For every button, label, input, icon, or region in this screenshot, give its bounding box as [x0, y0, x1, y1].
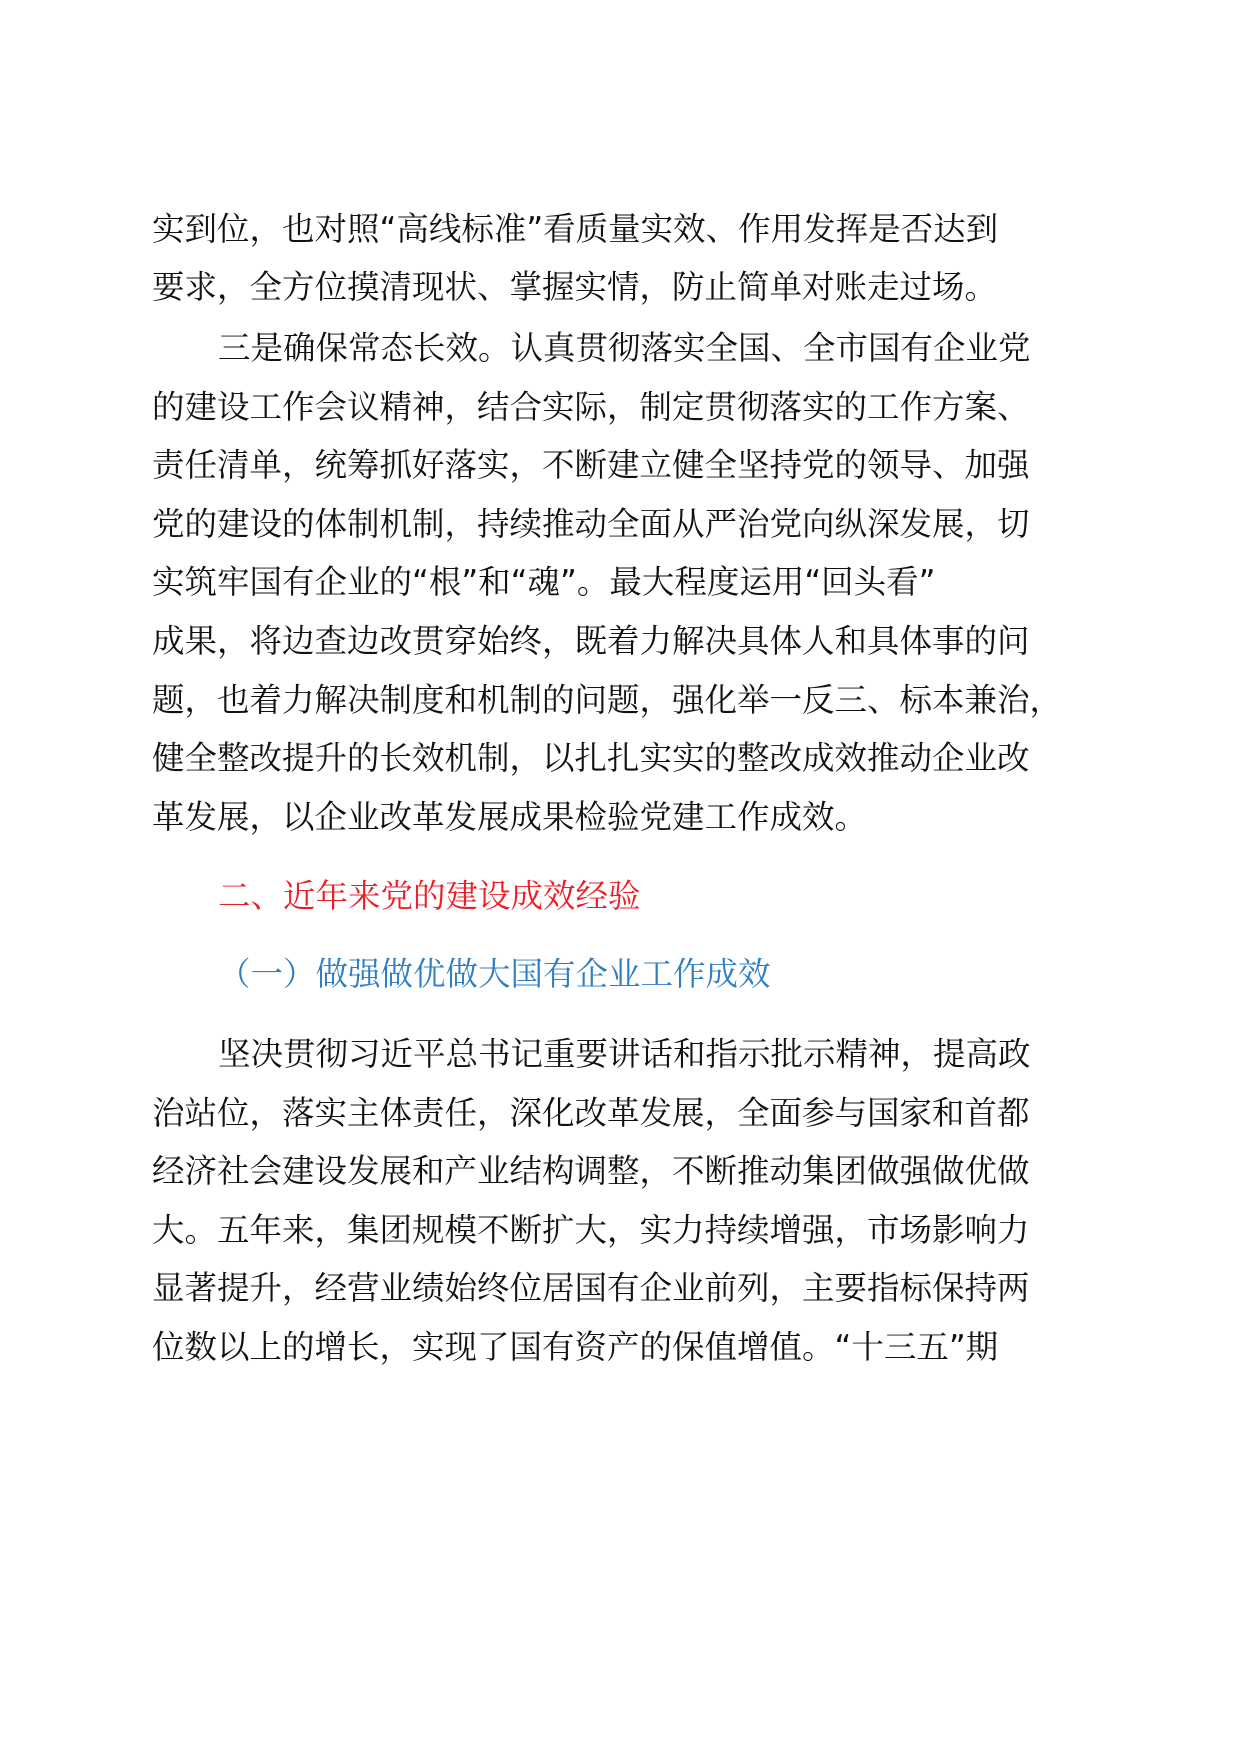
paragraph-line: 坚决贯彻习近平总书记重要讲话和指示批示精神，提高政 [218, 1035, 1031, 1073]
paragraph-line: 党的建设的体制机制，持续推动全面从严治党向纵深发展，切 [152, 505, 1030, 543]
paragraph-line: 显著提升，经营业绩始终位居国有企业前列，主要指标保持两 [152, 1269, 1030, 1307]
paragraph-line: 大。五年来，集团规模不断扩大，实力持续增强，市场影响力 [152, 1211, 1030, 1249]
paragraph-line: 责任清单，统筹抓好落实，不断建立健全坚持党的领导、加强 [152, 446, 1030, 484]
paragraph-line: 成果，将边查边改贯穿始终，既着力解决具体人和具体事的问 [152, 622, 1030, 660]
paragraph-line: 三是确保常态长效。认真贯彻落实全国、全市国有企业党 [218, 329, 1031, 367]
paragraph-line: 经济社会建设发展和产业结构调整，不断推动集团做强做优做 [152, 1152, 1030, 1190]
paragraph-line: 题，也着力解决制度和机制的问题，强化举一反三、标本兼治， [152, 681, 1063, 719]
paragraph-line: 位数以上的增长，实现了国有资产的保值增值。“十三五”期 [152, 1328, 999, 1366]
paragraph-line: 实到位，也对照“高线标准”看质量实效、作用发挥是否达到 [152, 210, 999, 248]
paragraph-line: 治站位，落实主体责任，深化改革发展，全面参与国家和首都 [152, 1094, 1030, 1132]
subsection-heading: （一）做强做优做大国有企业工作成效 [218, 955, 771, 993]
paragraph-line: 的建设工作会议精神，结合实际，制定贯彻落实的工作方案、 [152, 388, 1030, 426]
paragraph-line: 革发展，以企业改革发展成果检验党建工作成效。 [152, 798, 868, 836]
paragraph-line: 健全整改提升的长效机制，以扎扎实实的整改成效推动企业改 [152, 739, 1030, 777]
paragraph-line: 要求，全方位摸清现状、掌握实情，防止简单对账走过场。 [152, 268, 998, 306]
paragraph-line: 实筑牢国有企业的“根”和“魂”。最大程度运用“回头看” [152, 563, 936, 601]
section-heading: 二、近年来党的建设成效经验 [218, 877, 641, 915]
